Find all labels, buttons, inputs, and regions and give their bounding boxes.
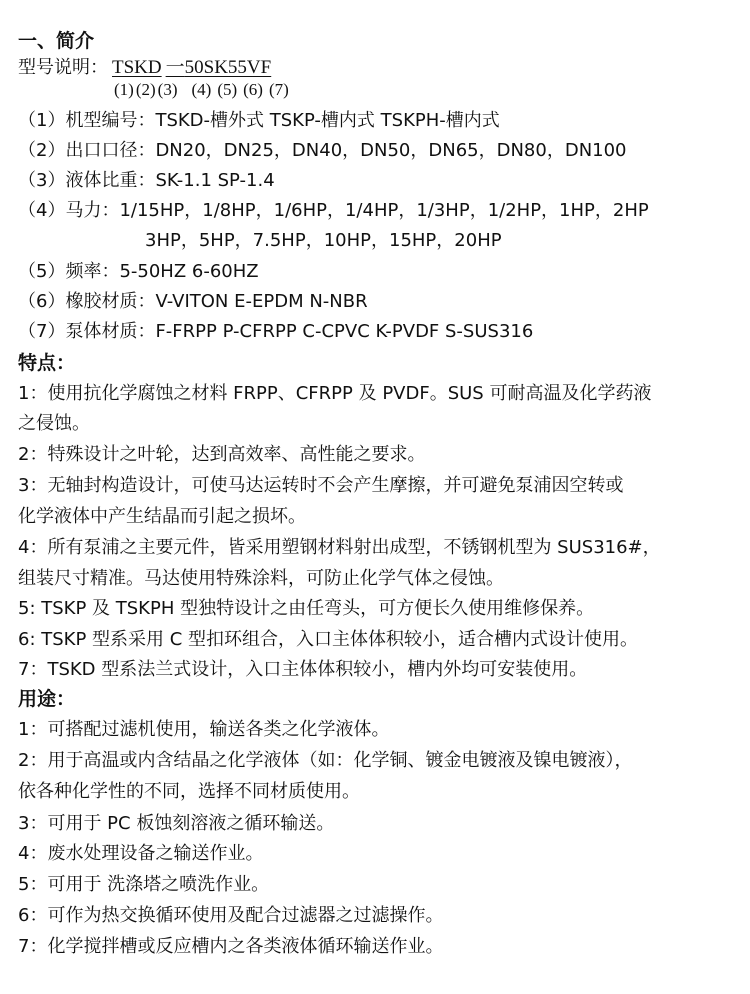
usage-line: 6：可作为热交换循环使用及配合过滤器之过滤操作。 (18, 905, 444, 926)
usage-line: 依各种化学性的不同，选择不同材质使用。 (18, 781, 360, 802)
feature-line: 1：使用抗化学腐蚀之材料 FRPP、CFRPP 及 PVDF。SUS 可耐高温及化学药液 (18, 383, 652, 404)
model-position-numbers (114, 80, 291, 100)
position-number: (5) (217, 80, 238, 99)
usage-line: 1：可搭配过滤机使用，输送各类之化学液体。 (18, 719, 390, 740)
feature-line: 组装尺寸精准。马达使用特殊涂料，可防止化学气体之侵蚀。 (18, 568, 504, 589)
model-code (112, 57, 271, 78)
spec-line-frequency: （5）频率：5-50HZ 6-60HZ (18, 261, 259, 282)
position-number: (2) (135, 80, 156, 99)
model-code-separator: 一 (165, 57, 185, 78)
usage-line: 5：可用于 洗涤塔之喷洗作业。 (18, 874, 270, 895)
position-number: (4) (191, 80, 212, 99)
features-heading: 特点： (18, 352, 76, 374)
usage-line: 2：用于高温或内含结晶之化学液体（如：化学铜、镀金电镀液及镍电镀液）， (18, 750, 633, 771)
position-number: (1) (114, 80, 134, 99)
usage-line: 4：废水处理设备之输送作业。 (18, 843, 264, 864)
spec-line-body-material: （7）泵体材质：F-FRPP P-CFRPP C-CPVC K-PVDF S-SUS316 (18, 321, 534, 342)
usage-line: 7：化学搅拌槽或反应槽内之各类液体循环输送作业。 (18, 936, 444, 957)
feature-line: 5: TSKP 及 TSKPH 型独特设计之由任弯头，可方便长久使用维修保养。 (18, 598, 595, 619)
intro-heading: 一、简介 (18, 30, 95, 52)
position-number: (7) (268, 80, 289, 99)
spec-line-horsepower-cont: 3HP，5HP，7.5HP，10HP，15HP，20HP (145, 230, 502, 251)
feature-line: 2：特殊设计之叶轮，达到高效率、高性能之要求。 (18, 444, 426, 465)
position-number: (6) (243, 80, 263, 99)
feature-line: 4：所有泵浦之主要元件，皆采用塑钢材料射出成型，不锈钢机型为 SUS316#， (18, 537, 661, 558)
spec-line-horsepower: （4）马力：1/15HP，1/8HP，1/6HP，1/4HP，1/3HP，1/2HP，1HP，2HP (18, 200, 649, 221)
feature-line: 7：TSKD 型系法兰式设计，入口主体体积较小，槽内外均可安装使用。 (18, 659, 588, 680)
model-label: 型号说明： (18, 57, 108, 78)
feature-line: 之侵蚀。 (18, 413, 90, 434)
feature-line: 3：无轴封构造设计，可使马达运转时不会产生摩擦，并可避免泵浦因空转或 (18, 475, 624, 496)
spec-line-specific-gravity: （3）液体比重：SK-1.1 SP-1.4 (18, 170, 275, 191)
position-number: (3) (157, 80, 178, 99)
model-code-series: TSKD (112, 57, 162, 78)
spec-line-model-type: （1）机型编号：TSKD-槽外式 TSKP-槽内式 TSKPH-槽内式 (18, 110, 500, 131)
feature-line: 6: TSKP 型系采用 C 型扣环组合，入口主体体积较小，适合槽内式设计使用。 (18, 629, 639, 650)
spec-line-rubber-material: （6）橡胶材质：V-VITON E-EPDM N-NBR (18, 291, 368, 312)
model-explanation (18, 56, 271, 80)
feature-line: 化学液体中产生结晶而引起之损坏。 (18, 506, 306, 527)
spec-line-outlet-size: （2）出口口径：DN20，DN25，DN40，DN50，DN65，DN80，DN100 (18, 140, 627, 161)
usage-line: 3：可用于 PC 板蚀刻溶液之循环输送。 (18, 813, 335, 834)
usage-heading: 用途： (18, 688, 76, 710)
model-code-spec: 50SK55VF (184, 57, 272, 78)
